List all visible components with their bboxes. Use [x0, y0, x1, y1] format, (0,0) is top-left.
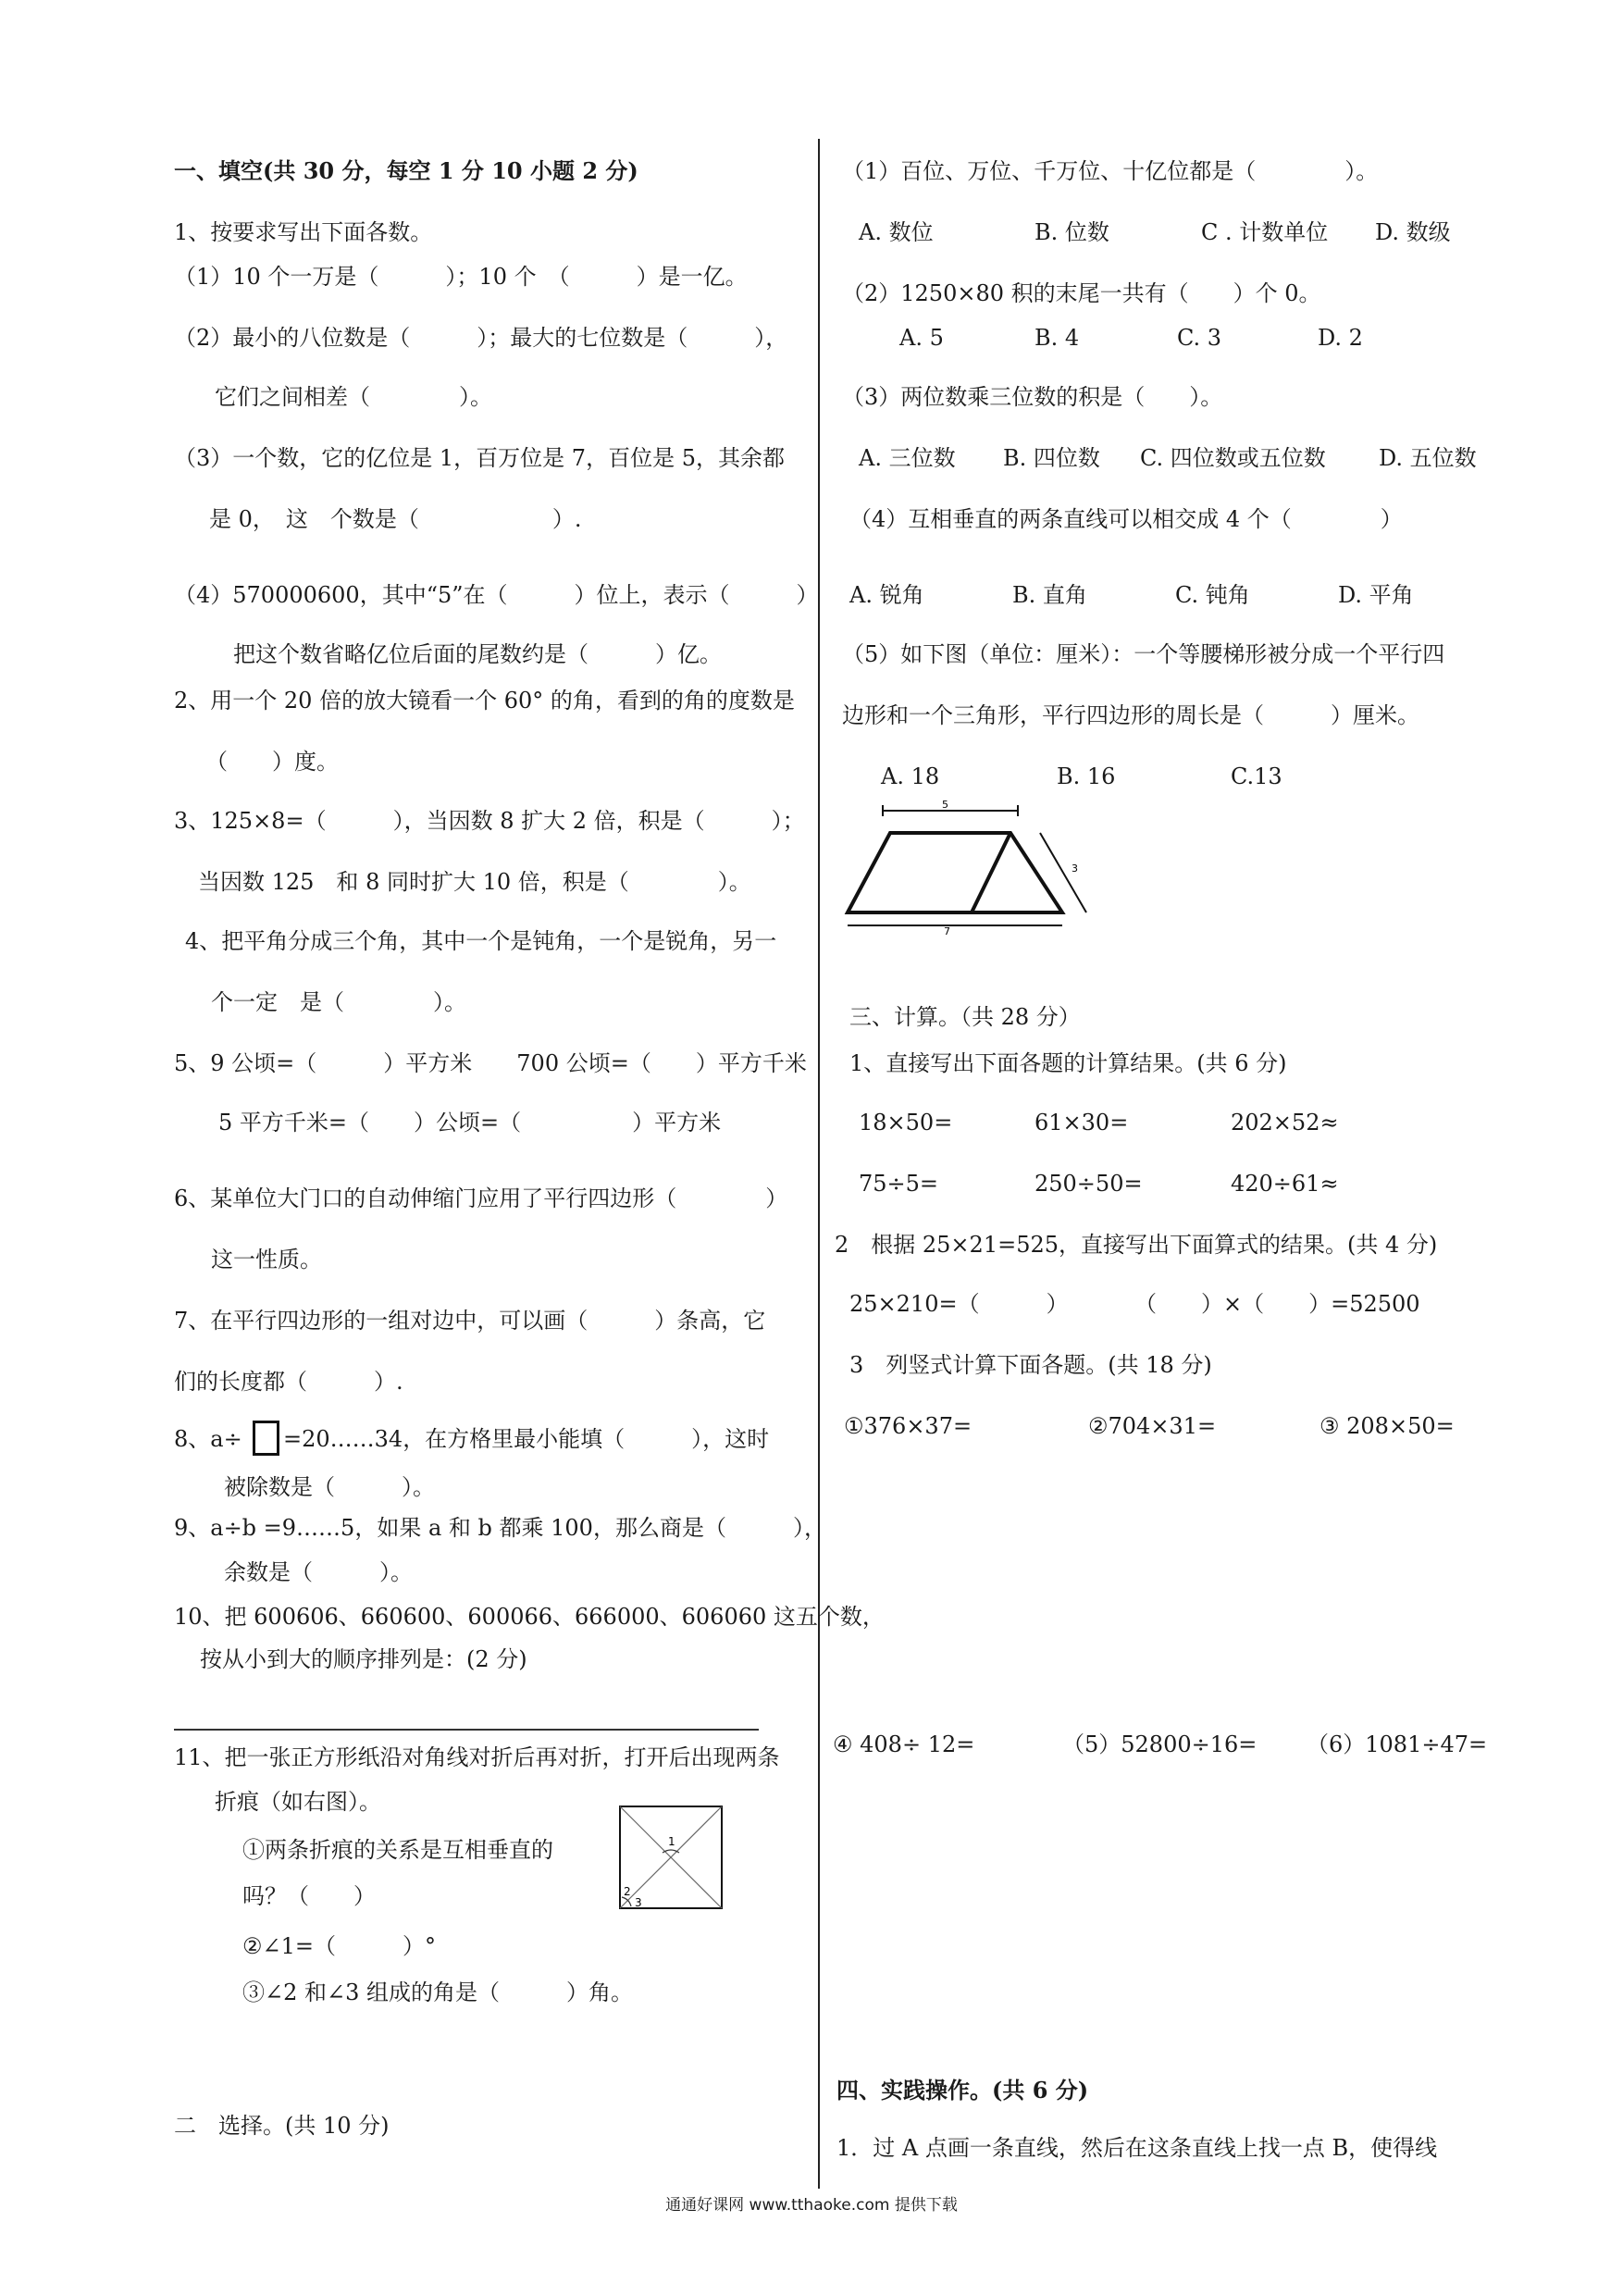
calc-1-r1c2: 61×30= [1035, 1110, 1129, 1136]
question-11-3: ③∠2 和∠3 组成的角是（ ）角。 [242, 1980, 634, 2005]
question-5: 5、9 公顷=（ ）平方米 700 公顷=（ ）平方千米 [174, 1050, 807, 1076]
choice-3-opt-c: C. 四位数或五位数 [1140, 445, 1326, 471]
question-4: 4、把平角分成三个角，其中一个是钝角，一个是锐角，另一 [185, 928, 777, 954]
section-2-title: 二 选择。(共 10 分) [174, 2113, 390, 2139]
choice-2-opt-d: D. 2 [1318, 325, 1363, 351]
calc-1-r1c1: 18×50= [859, 1110, 953, 1136]
question-5-cont: 5 平方千米=（ ）公顷=（ ）平方米 [218, 1110, 722, 1136]
answer-line [174, 1729, 759, 1731]
question-1: 1、按要求写出下面各数。 [174, 219, 433, 245]
calc-1-r2c1: 75÷5= [859, 1171, 939, 1197]
question-11-2: ②∠1=（ ）° [242, 1933, 437, 1959]
question-11-1-cont: 吗？（ ） [242, 1883, 376, 1909]
question-11: 11、把一张正方形纸沿对角线对折后再对折，打开后出现两条 [174, 1744, 780, 1770]
footer-credit: 通通好课网 www.tthaoke.com 提供下载 [665, 2196, 958, 2215]
choice-4-opt-c: C. 钝角 [1175, 582, 1250, 608]
question-6-cont: 这一性质。 [211, 1247, 322, 1272]
trapezoid-top-label: 5 [942, 799, 948, 811]
question-7-cont: 们的长度都（ ）. [174, 1369, 403, 1395]
calc-1: 1、直接写出下面各题的计算结果。(共 6 分) [849, 1050, 1287, 1076]
choice-4: （4）互相垂直的两条直线可以相交成 4 个（ ） [849, 506, 1403, 532]
choice-5-cont: 边形和一个三角形，平行四边形的周长是（ ）厘米。 [842, 702, 1419, 728]
trapezoid-bottom-label: 7 [944, 925, 950, 937]
choice-4-opt-a: A. 锐角 [849, 582, 924, 608]
question-1-3-cont: 是 0， 这 个数是（ ）. [209, 506, 582, 532]
calc-3-r2c3: （6）1081÷47= [1307, 1731, 1488, 1757]
calc-3-r2c2: （5）52800÷16= [1062, 1731, 1258, 1757]
calc-3-r1c1: ①376×37= [844, 1413, 973, 1439]
calc-3-r1c3: ③ 208×50= [1319, 1413, 1455, 1439]
choice-1-opt-b: B. 位数 [1035, 219, 1109, 245]
choice-5: （5）如下图（单位：厘米）：一个等腰梯形被分成一个平行四 [842, 641, 1445, 667]
choice-5-opt-c: C.13 [1231, 763, 1282, 789]
section-4-title: 四、实践操作。(共 6 分) [836, 2077, 1089, 2104]
choice-4-opt-b: B. 直角 [1012, 582, 1087, 608]
practice-1: 1．过 A 点画一条直线，然后在这条直线上找一点 B，使得线 [836, 2135, 1438, 2161]
choice-2-opt-c: C. 3 [1177, 325, 1222, 351]
question-2: 2、用一个 20 倍的放大镜看一个 60° 的角，看到的角的度数是 [174, 688, 795, 714]
question-11-1: ①两条折痕的关系是互相垂直的 [242, 1837, 553, 1863]
question-2-cont: （ ）度。 [205, 749, 339, 775]
question-10: 10、把 600606、660600、600066、666000、606060 这五个数， [174, 1604, 885, 1630]
calc-1-r2c3: 420÷61≈ [1231, 1171, 1339, 1197]
section-3-title: 三、计算。（共 28 分） [849, 1004, 1081, 1030]
question-3: 3、125×8=（ ），当因数 8 扩大 2 倍，积是（ ）； [174, 808, 805, 834]
question-1-4: （4）570000600，其中“5”在（ ）位上，表示（ ） [174, 582, 819, 608]
calc-3-r1c2: ②704×31= [1088, 1413, 1217, 1439]
question-1-3: （3）一个数，它的亿位是 1，百万位是 7，百位是 5，其余都 [174, 445, 785, 471]
choice-1-opt-d: D. 数级 [1375, 219, 1451, 245]
calc-2-b: （ ）×（ ）=52500 [1134, 1291, 1420, 1317]
question-9-cont: 余数是（ ）。 [224, 1559, 413, 1585]
calc-3: 3 列竖式计算下面各题。(共 18 分) [849, 1352, 1212, 1378]
question-6: 6、某单位大门口的自动伸缩门应用了平行四边形（ ） [174, 1185, 788, 1211]
fold-label-3: 3 [635, 1896, 642, 1909]
question-10-cont: 按从小到大的顺序排列是：(2 分) [200, 1646, 527, 1672]
question-8: =20……34，在方格里最小能填（ ），这时 [283, 1426, 770, 1452]
question-8-prefix: 8、a÷ [174, 1426, 242, 1452]
choice-3-opt-d: D. 五位数 [1379, 445, 1477, 471]
choice-1: （1）百位、万位、千万位、十亿位都是（ ）。 [842, 158, 1379, 184]
choice-3-opt-a: A. 三位数 [859, 445, 956, 471]
choice-2-opt-b: B. 4 [1035, 325, 1080, 351]
calc-1-r2c2: 250÷50= [1035, 1171, 1143, 1197]
question-4-cont: 个一定 是（ ）。 [211, 989, 466, 1015]
question-1-2: （2）最小的八位数是（ ）；最大的七位数是（ ）， [174, 325, 788, 351]
folded-square-figure [618, 1805, 724, 1910]
trapezoid-figure [840, 798, 1118, 937]
question-7: 7、在平行四边形的一组对边中，可以画（ ）条高，它 [174, 1308, 766, 1334]
question-8-cont: 被除数是（ ）。 [224, 1474, 435, 1500]
calc-2: 2 根据 25×21=525，直接写出下面算式的结果。(共 4 分) [835, 1232, 1438, 1258]
section-1-title: 一、填空(共 30 分，每空 1 分 10 小题 2 分) [174, 157, 638, 184]
calc-2-a: 25×210=（ ） [849, 1291, 1069, 1317]
choice-3: （3）两位数乘三位数的积是（ ）。 [842, 384, 1223, 410]
choice-5-opt-b: B. 16 [1057, 763, 1116, 789]
calc-1-r1c3: 202×52≈ [1231, 1110, 1339, 1136]
choice-1-opt-a: A. 数位 [859, 219, 934, 245]
trapezoid-side-label: 3 [1072, 863, 1078, 875]
calc-3-r2c1: ④ 408÷ 12= [833, 1731, 975, 1757]
question-1-2-cont: 它们之间相差（ ）。 [215, 384, 492, 410]
choice-2: （2）1250×80 积的末尾一共有（ ）个 0。 [842, 280, 1321, 306]
choice-5-opt-a: A. 18 [881, 763, 940, 789]
question-11-cont: 折痕（如右图）。 [215, 1789, 381, 1815]
choice-4-opt-d: D. 平角 [1338, 582, 1414, 608]
question-9: 9、a÷b =9……5，如果 a 和 b 都乘 100，那么商是（ ）， [174, 1515, 826, 1541]
fold-label-1: 1 [668, 1835, 675, 1848]
question-1-4-cont: 把这个数省略亿位后面的尾数约是（ ）亿。 [233, 641, 722, 667]
column-divider [818, 139, 820, 2189]
question-1-1: （1）10 个一万是（ ）；10 个 （ ）是一亿。 [174, 264, 748, 290]
question-3-cont: 当因数 125 和 8 同时扩大 10 倍，积是（ ）。 [198, 869, 751, 895]
choice-1-opt-c: C . 计数单位 [1201, 219, 1329, 245]
answer-square [253, 1421, 279, 1456]
choice-2-opt-a: A. 5 [899, 325, 944, 351]
fold-label-2: 2 [624, 1885, 631, 1898]
choice-3-opt-b: B. 四位数 [1003, 445, 1100, 471]
